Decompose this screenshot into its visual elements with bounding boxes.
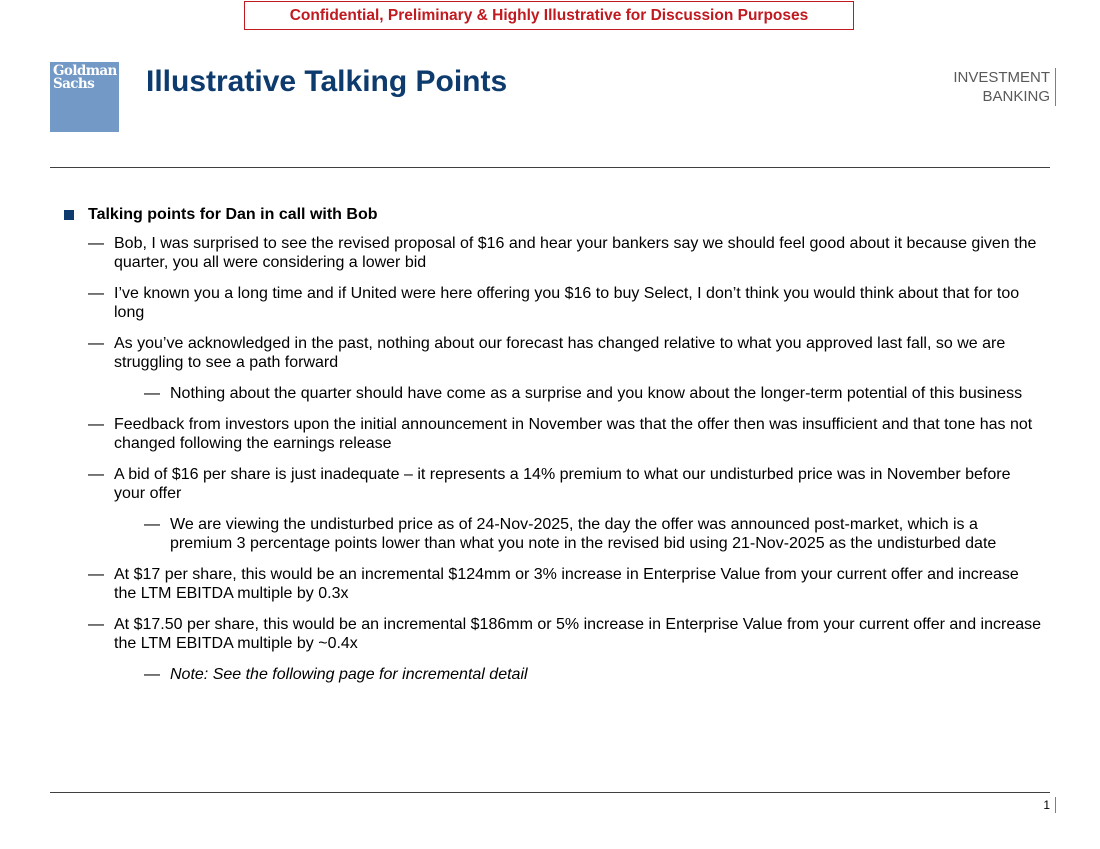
bullet-item [64, 415, 1044, 453]
dash-bullet-icon: — [144, 516, 160, 533]
sub-bullet-item [64, 665, 1044, 684]
logo-text: Goldman Sachs [53, 63, 117, 92]
goldman-sachs-logo [50, 62, 119, 132]
bullet-item [64, 615, 1044, 653]
sub-bullet-item [64, 515, 1044, 553]
dash-bullet-icon: — [144, 385, 160, 402]
bullet-text: As you’ve acknowledged in the past, nothing about our forecast has changed relative to what you approved last fall, so we are struggling to see a path forward [114, 335, 1006, 371]
dash-bullet-icon: — [88, 285, 104, 302]
section-heading [64, 205, 1044, 225]
sub-bullet-item [64, 384, 1044, 403]
header-divider [50, 167, 1050, 168]
bullet-item [64, 234, 1044, 272]
bullet-item [64, 565, 1044, 603]
bullet-text: Bob, I was surprised to see the revised proposal of $16 and hear your bankers say we should feel good about it because given the quarter, you all were considering a lower bid [114, 235, 1037, 271]
footer-divider [50, 792, 1050, 793]
page-number: 1 [1043, 797, 1056, 813]
page-title: Illustrative Talking Points [146, 65, 508, 98]
section-heading-text: Talking points for Dan in call with Bob [88, 206, 378, 223]
bullet-item [64, 334, 1044, 372]
dash-bullet-icon: — [88, 335, 104, 352]
bullet-text: I’ve known you a long time and if United were here offering you $16 to buy Select, I don’t think you would think about that for too long [114, 285, 1020, 321]
dash-bullet-icon: — [88, 566, 104, 583]
bullet-text: We are viewing the undisturbed price as of 24-Nov-2025, the day the offer was announced post-market, which is a premium 3 percentage points lower than what you note in the revised bid using 21-Nov-2025 as the undisturbed date [170, 516, 997, 552]
dash-bullet-icon: — [88, 466, 104, 483]
bullet-text: Feedback from investors upon the initial announcement in November was that the offer then was insufficient and that tone has not changed following the earnings release [114, 416, 1033, 452]
talking-points-body [64, 205, 1044, 696]
bullet-text: Note: See the following page for incremental detail [170, 666, 528, 683]
division-line-1: INVESTMENT [953, 69, 1050, 86]
bullet-text: At $17.50 per share, this would be an incremental $186mm or 5% increase in Enterprise Value from your current offer and increase the LTM EBITDA multiple by ~0.4x [114, 616, 1042, 652]
dash-bullet-icon: — [144, 666, 160, 683]
bullet-text: At $17 per share, this would be an incremental $124mm or 3% increase in Enterprise Value from your current offer and increase the LTM EBITDA multiple by 0.3x [114, 566, 1019, 602]
bullet-item [64, 465, 1044, 503]
division-label [953, 68, 1056, 106]
bullet-text: Nothing about the quarter should have come as a surprise and you know about the longer-term potential of this business [170, 385, 1023, 402]
dash-bullet-icon: — [88, 616, 104, 633]
talking-points-list [64, 234, 1044, 684]
dash-bullet-icon: — [88, 416, 104, 433]
bullet-text: A bid of $16 per share is just inadequate – it represents a 14% premium to what our undisturbed price was in November before your offer [114, 466, 1011, 502]
division-line-2: BANKING [982, 88, 1050, 105]
dash-bullet-icon: — [88, 235, 104, 252]
confidential-banner: Confidential, Preliminary & Highly Illustrative for Discussion Purposes [244, 1, 854, 30]
square-bullet-icon [64, 210, 74, 220]
bullet-item [64, 284, 1044, 322]
